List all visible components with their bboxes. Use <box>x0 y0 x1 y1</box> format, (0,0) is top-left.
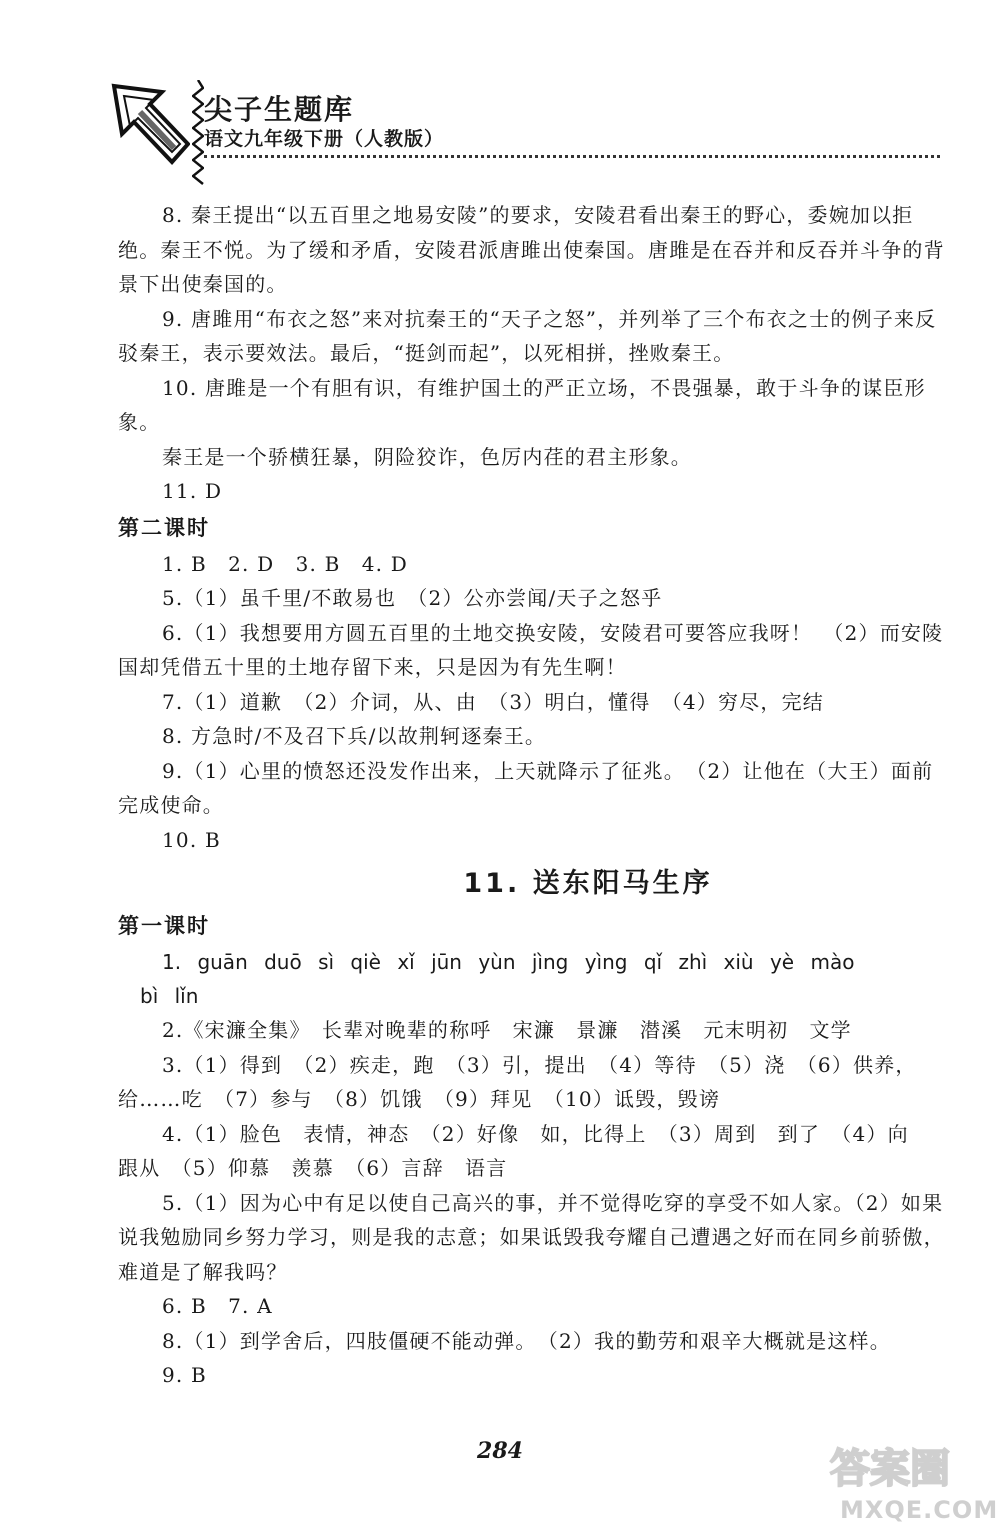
pinyin-line: bì lǐn <box>140 984 199 1008</box>
answer-line: 5.（1）因为心中有足以使自己高兴的事，并不觉得吃穿的享受不如人家。（2）如果说我勉励同乡努力学习，则是我的志意；如果诋毁我夸耀自己遭遇之好而在同乡前骄傲，难道是了解我吗？ <box>118 1190 945 1284</box>
answer-line: 9. 唐雎用“布衣之怒”来对抗秦王的“天子之怒”，并列举了三个布衣之士的例子来反驳秦王，表示要效法。最后，“挺剑而起”，以死相拼，挫败秦王。 <box>118 306 937 365</box>
answer-line: 11. D <box>162 479 223 503</box>
watermark-text: MXQE.COM <box>840 1496 999 1524</box>
lesson-title: 11. 送东阳马生序 <box>463 868 713 899</box>
answer-line: 1. B 2. D 3. B 4. D <box>162 551 409 576</box>
zigzag-divider-icon <box>192 80 204 188</box>
pinyin-line: 1. guān duō sì qiè xǐ jūn yùn jìng yìng qǐ zhì xiù yè mào <box>162 950 855 974</box>
page-content <box>118 198 948 1393</box>
header-dotted-line <box>204 155 940 158</box>
section-heading: 第一课时 <box>118 914 210 938</box>
answer-line: 6. B 7. A <box>162 1294 273 1318</box>
answer-line: 6.（1）我想要用方圆五百里的土地交换安陵，安陵君可要答应我呀！ （2）而安陵国却凭借五十里的土地存留下来，只是因为有先生啊！ <box>118 620 944 679</box>
answer-line: 8.（1）到学舍后，四肢僵硬不能动弹。 （2）我的勤劳和艰辛大概就是这样。 <box>162 1328 891 1353</box>
answer-line: 9. B <box>162 1363 207 1387</box>
brand-title: 尖子生题库 <box>204 93 355 126</box>
section-heading: 第二课时 <box>118 515 210 540</box>
answer-line: 7.（1）道歉 （2）介词，从、由 （3）明白，懂得 （4）穷尽，完结 <box>162 689 824 714</box>
answer-line: 3.（1）得到 （2）疾走，跑 （3）引，提出 （4）等待 （5）浇 （6）供养，给……吃 （7）参与 （8）饥饿 （9）拜见 （10）诋毁，毁谤 <box>118 1052 917 1111</box>
answer-line: 9.（1）心里的愤怒还没发作出来，上天就降示了征兆。 （2）让他在（大王）面前完成使命。 <box>118 758 934 817</box>
answer-line: 10. 唐雎是一个有胆有识，有维护国土的严正立场，不畏强暴，敢于斗争的谋臣形象。 <box>118 375 926 434</box>
answer-line: 8. 方急时/不及召下兵/以故荆轲逐秦王。 <box>162 724 547 748</box>
answer-line: 4.（1）脸色 表情，神态 （2）好像 如，比得上 （3）周到 到了 （4）向 跟从 （5）仰慕 羡慕 （6）言辞 语言 <box>118 1121 930 1180</box>
watermark-logo-icon <box>820 1438 990 1498</box>
answer-line: 秦王是一个骄横狂暴，阴险狡诈，色厉内荏的君主形象。 <box>162 444 692 469</box>
arrow-logo-icon <box>110 82 190 168</box>
page-header <box>110 80 940 190</box>
answer-line: 10. B <box>162 827 221 852</box>
answer-line: 8. 秦王提出“以五百里之地易安陵”的要求，安陵君看出秦王的野心，委婉加以拒绝。秦王不悦。为了缓和矛盾，安陵君派唐雎出使秦国。唐雎是在吞并和反吞并斗争的背景下出使秦国的。 <box>118 203 945 296</box>
page-number: 284 <box>477 1438 523 1464</box>
brand-subtitle: 语文九年级下册（人教版） <box>204 128 445 150</box>
answer-line: 2.《宋濂全集》 长辈对晚辈的称呼 宋濂 景濂 潜溪 元末明初 文学 <box>162 1018 852 1042</box>
watermark <box>820 1438 999 1530</box>
svg-text:答案圈: 答案圈 <box>830 1446 950 1492</box>
answer-line: 5.（1）虽千里/不敢易也 （2）公亦尝闻/天子之怒乎 <box>162 586 663 610</box>
